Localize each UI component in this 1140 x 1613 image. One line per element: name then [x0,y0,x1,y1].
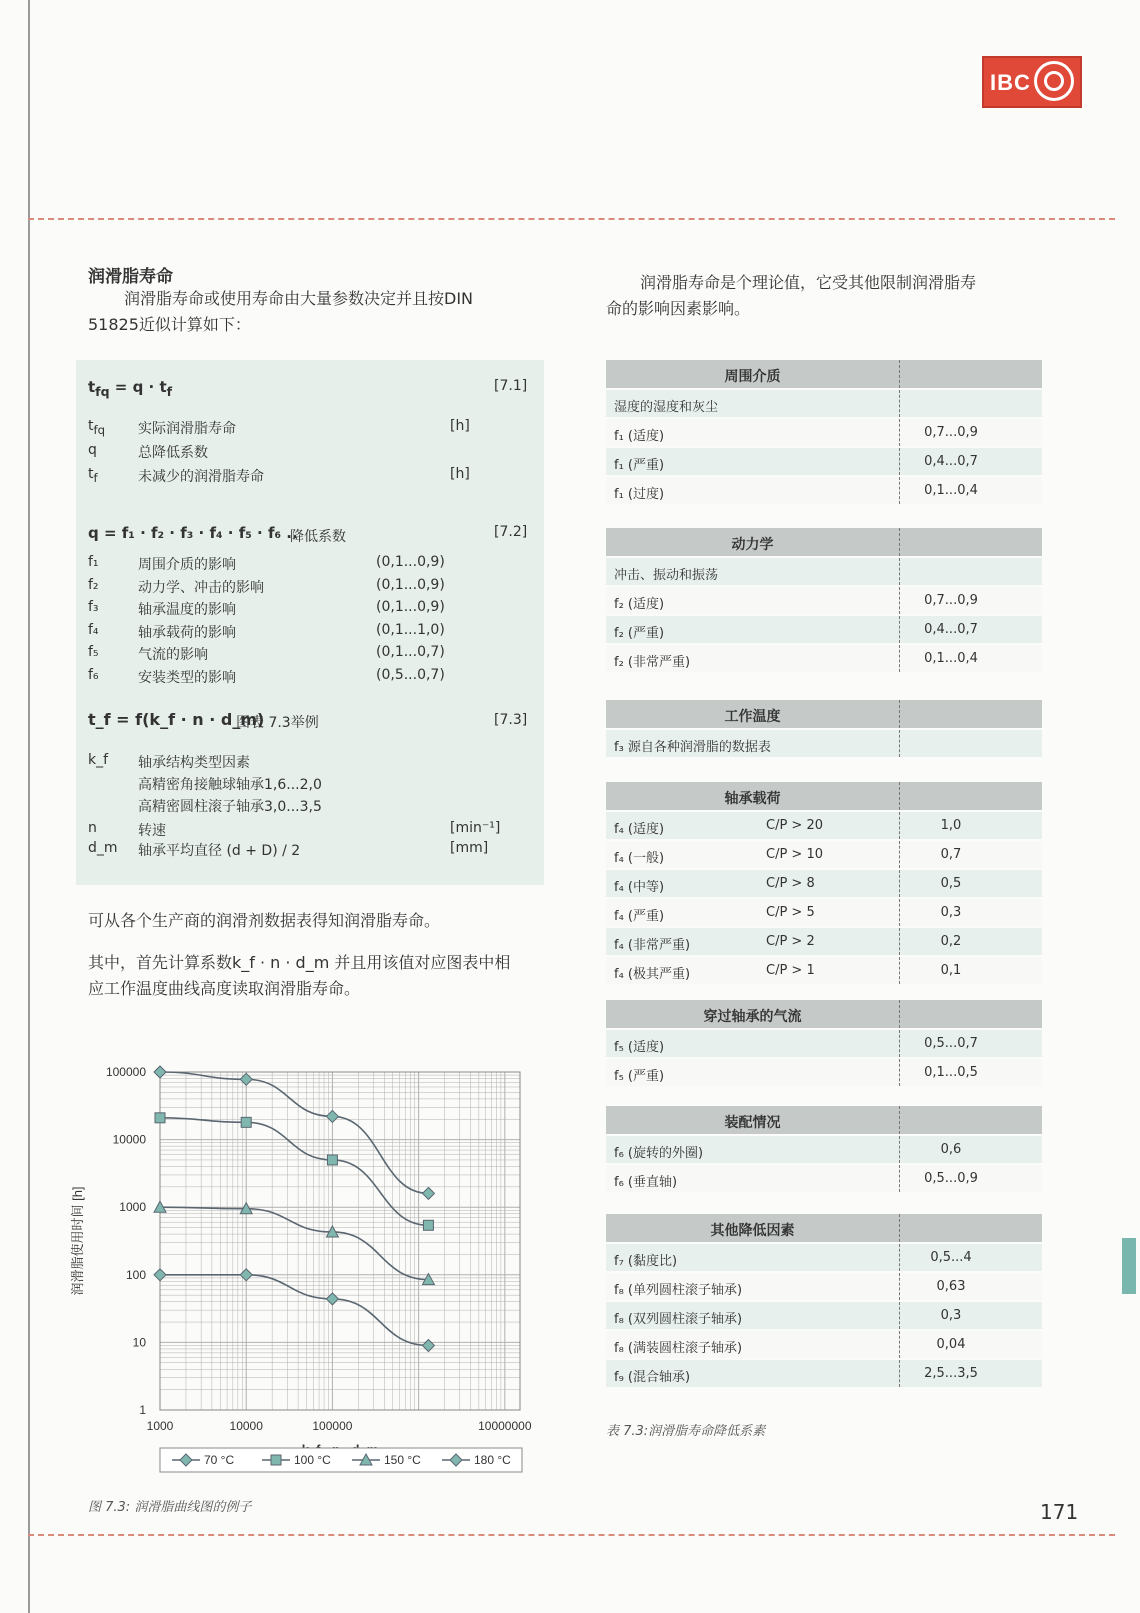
plot-frame [160,1072,520,1410]
row-value: 0,4...0,7 [924,622,978,637]
row-factor: f₁ (过度) [614,487,665,502]
factor-desc: 动力学、冲击的影响 [138,579,264,596]
table-row [606,810,1042,839]
table-row [606,955,1042,984]
formula-7-1: $t_{fq} = q \cdot t_f$ [88,378,173,399]
legend-label: 100 °C [294,1453,331,1467]
table-row [606,1134,1042,1163]
row-factor: f₁ (适度) [614,429,665,444]
reduction-table [606,700,1042,757]
row-factor: f₄ (中等) [614,880,665,895]
table-row [606,728,1042,757]
table-row [606,446,1042,475]
def-desc: 未减少的润滑脂寿命 [138,469,264,485]
param-desc: 轴承平均直径 (d + D) / 2 [138,843,301,859]
row-condition: C/P > 5 [766,905,815,920]
table-row [606,1028,1042,1057]
table-row [606,643,1042,672]
y-axis-label: 润滑脂使用时间 [h] [70,1186,85,1296]
y-tick-label: 100 [125,1267,146,1282]
data-point [154,1269,166,1281]
factor-range: (0,1...1,0) [376,621,445,638]
table-row [606,475,1042,504]
factor-range: (0,1...0,9) [376,554,445,570]
param-desc: 转速 [138,823,166,839]
row-factor: f₅ (适度) [614,1040,665,1055]
factor-range: (0,1...0,9) [376,576,445,593]
row-value: 0,7...0,9 [924,425,978,440]
row-value: 0,3 [940,905,962,920]
param-desc: 轴承结构类型因素 [138,755,250,771]
factor-desc: 气流的影响 [138,647,208,663]
factor-desc: 安装类型的影响 [138,669,236,686]
formula-7-3: t_f = f(k_f · n · d_m) [88,710,265,729]
def-symbol: q [88,442,97,458]
row-value: 0,1 [940,963,962,978]
row-factor: 湿度的湿度和灰尘 [614,400,719,415]
series-line [160,1118,428,1225]
table-row [606,1329,1042,1358]
factor-symbol: f₂ [88,576,99,593]
table-row [606,417,1042,446]
table-row [606,897,1042,926]
factor-symbol: f₅ [88,644,99,660]
ref-7-2: [7.2] [494,524,528,540]
ref-7-3: [7.3] [494,712,528,728]
data-point [326,1110,338,1122]
row-factor: f₉ (混合轴承) [614,1370,691,1385]
row-value: 2,5...3,5 [924,1366,978,1381]
note-1: 可从各个生产商的润滑剂数据表得知润滑脂寿命。 [88,911,441,930]
data-point [327,1155,337,1165]
row-condition: C/P > 10 [766,847,823,862]
legend-marker [271,1455,281,1465]
row-value: 0,1...0,4 [924,483,978,498]
y-tick-label: 100000 [105,1065,146,1079]
x-tick-label: 10000 [229,1419,263,1433]
row-factor: f₁ (严重) [614,458,665,473]
formula-7-2-note: 降低系数 [290,529,346,545]
ibc-logo: IBC [982,56,1082,108]
group-title: 其他降低因素 [710,1223,795,1239]
top-divider [28,218,1115,220]
page-margin-line [28,0,30,1613]
formula-box [76,360,544,885]
intro-line-2: 51825近似计算如下： [88,315,251,334]
param-symbol: d_m [88,840,118,856]
y-tick-label: 1 [139,1403,146,1417]
def-desc: 实际润滑脂寿命 [138,421,236,437]
data-point [154,1066,166,1078]
data-point [240,1269,252,1281]
data-point [423,1220,433,1230]
intro-line-1: 润滑脂寿命或使用寿命由大量参数决定并且按DIN [124,289,474,308]
row-value: 0,6 [940,1142,962,1157]
row-factor: f₈ (双列圆柱滚子轴承) [614,1312,743,1327]
reduction-table [606,1214,1042,1387]
table-group-header [606,1000,1042,1028]
row-factor: f₅ (严重) [614,1069,665,1084]
reduction-table [606,360,1042,504]
table-caption: 表 7.3:润滑脂寿命降低系素 [606,1424,766,1439]
row-factor: f₈ (单列圆柱滚子轴承) [614,1283,743,1298]
row-factor: f₈ (满装圆柱滚子轴承) [614,1341,743,1356]
row-factor: f₆ (旋转的外圈) [614,1146,704,1161]
table-group-header [606,360,1042,388]
param-unit: [min⁻¹] [450,820,501,836]
row-value: 0,3 [940,1308,962,1323]
row-value: 0,5...0,9 [924,1171,978,1186]
sidebar-tab [1122,1238,1136,1294]
row-value: 0,1...0,4 [924,651,978,666]
y-tick-label: 1000 [119,1200,146,1215]
param-symbol: k_f [88,752,109,768]
note-2-line-1: 其中，首先计算系数k_f · n · d_m 并且用该值对应图表中相 [88,953,511,972]
row-factor: f₄ (极其严重) [614,967,691,982]
row-condition: C/P > 1 [766,963,815,978]
page-number: 171 [1040,1500,1079,1524]
table-row [606,1163,1042,1192]
figure-caption: 图 7.3: 润滑脂曲线图的例子 [88,1500,252,1515]
table-group-header [606,700,1042,728]
row-factor: f₄ (严重) [614,909,665,924]
group-title: 工作温度 [724,709,781,725]
factor-range: (0,1...0,7) [376,644,445,660]
legend-label: 150 °C [384,1453,421,1467]
row-condition: C/P > 2 [766,934,815,949]
x-tick-label: 1000 [146,1419,174,1433]
factor-symbol: f₁ [88,554,99,570]
group-title: 周围介质 [724,369,781,385]
def-desc: 总降低系数 [138,445,208,461]
data-point [241,1117,251,1127]
row-factor: f₂ (适度) [614,597,665,612]
bottom-divider [28,1534,1115,1536]
param-symbol: n [88,820,97,836]
table-row [606,388,1042,417]
row-value: 0,4...0,7 [924,454,978,469]
table-row [606,1057,1042,1086]
data-point [326,1293,338,1305]
def-unit: [h] [450,466,470,482]
row-factor: f₆ (垂直轴) [614,1175,678,1190]
data-point [422,1339,434,1351]
table-row [606,1358,1042,1387]
factor-symbol: f₄ [88,621,99,638]
group-title: 轴承载荷 [724,791,781,807]
note-2-line-2: 应工作温度曲线高度读取润滑脂寿命。 [88,979,361,998]
right-intro-line-2: 命的影响因素影响。 [606,299,751,318]
row-value: 0,1...0,5 [924,1065,978,1080]
table-row [606,556,1042,585]
row-value: 1,0 [940,818,962,833]
table-group-header [606,782,1042,810]
grease-life-chart [60,1050,560,1500]
row-factor: f₂ (非常严重) [614,655,691,670]
row-condition: C/P > 8 [766,876,815,891]
row-factor: f₄ (非常严重) [614,938,691,953]
row-factor: f₇ (黏度比) [614,1254,678,1269]
right-intro-line-1: 润滑脂寿命是个理论值，它受其他限制润滑脂寿 [640,273,977,292]
row-value: 0,5...0,7 [924,1036,978,1051]
row-value: 0,04 [936,1337,966,1352]
y-tick-label: 10000 [112,1132,146,1147]
reduction-table [606,528,1042,672]
param-desc: 高精密圆柱滚子轴承3,0...3,5 [138,799,322,815]
row-value: 0,5...4 [930,1250,972,1265]
factor-symbol: f₆ [88,666,99,683]
reduction-table [606,1000,1042,1086]
row-factor: 冲击、振动和振荡 [614,568,719,583]
group-title: 装配情况 [724,1115,781,1131]
table-row [606,926,1042,955]
factor-symbol: f₃ [88,599,99,615]
def-unit: [h] [450,418,470,434]
table-group-header [606,1214,1042,1242]
def-symbol: $t_{fq}$ [88,418,106,437]
series-line [160,1207,428,1279]
reduction-table [606,1106,1042,1192]
row-value: 0,5 [940,876,962,891]
table-row [606,585,1042,614]
row-value: 0,2 [940,934,962,949]
legend-label: 180 °C [474,1453,511,1467]
group-title: 穿过轴承的气流 [703,1009,802,1025]
factor-desc: 周围介质的影响 [138,557,236,573]
reduction-table [606,782,1042,984]
factor-range: (0,1...0,9) [376,599,445,615]
row-factor: f₄ (一般) [614,851,665,866]
y-tick-label: 10 [132,1335,146,1350]
table-group-header [606,528,1042,556]
x-tick-label: 100000 [312,1419,353,1433]
table-row [606,1242,1042,1271]
factor-range: (0,5...0,7) [376,666,445,683]
factor-desc: 轴承温度的影响 [138,602,236,618]
row-factor: f₄ (适度) [614,822,665,837]
factor-desc: 轴承载荷的影响 [138,624,236,641]
row-value: 0,7 [940,847,962,862]
table-row [606,614,1042,643]
param-desc: 高精密角接触球轴承1,6...2,0 [138,777,322,793]
legend-label: 70 °C [204,1453,235,1467]
table-row [606,1271,1042,1300]
section-title: 润滑脂寿命 [88,267,173,287]
row-factor: f₂ (严重) [614,626,665,641]
row-condition: C/P > 20 [766,818,823,833]
table-row [606,839,1042,868]
data-point [422,1187,434,1199]
ref-7-1: [7.1] [494,378,528,394]
def-symbol: $t_f$ [88,466,98,485]
table-row [606,1300,1042,1329]
formula-7-2: q = f₁ · f₂ · f₃ · f₄ · f₅ · f₆ .. [88,524,298,542]
row-factor: f₃ 源自各种润滑脂的数据表 [614,740,771,755]
row-value: 0,7...0,9 [924,593,978,608]
data-point [155,1113,165,1123]
x-tick-label: 10000000 [478,1419,532,1433]
table-row [606,868,1042,897]
param-unit: [mm] [450,840,489,856]
row-value: 0,63 [936,1279,966,1294]
table-group-header [606,1106,1042,1134]
formula-7-3-note: 图表 7.3举例 [236,715,319,731]
group-title: 动力学 [731,537,774,553]
